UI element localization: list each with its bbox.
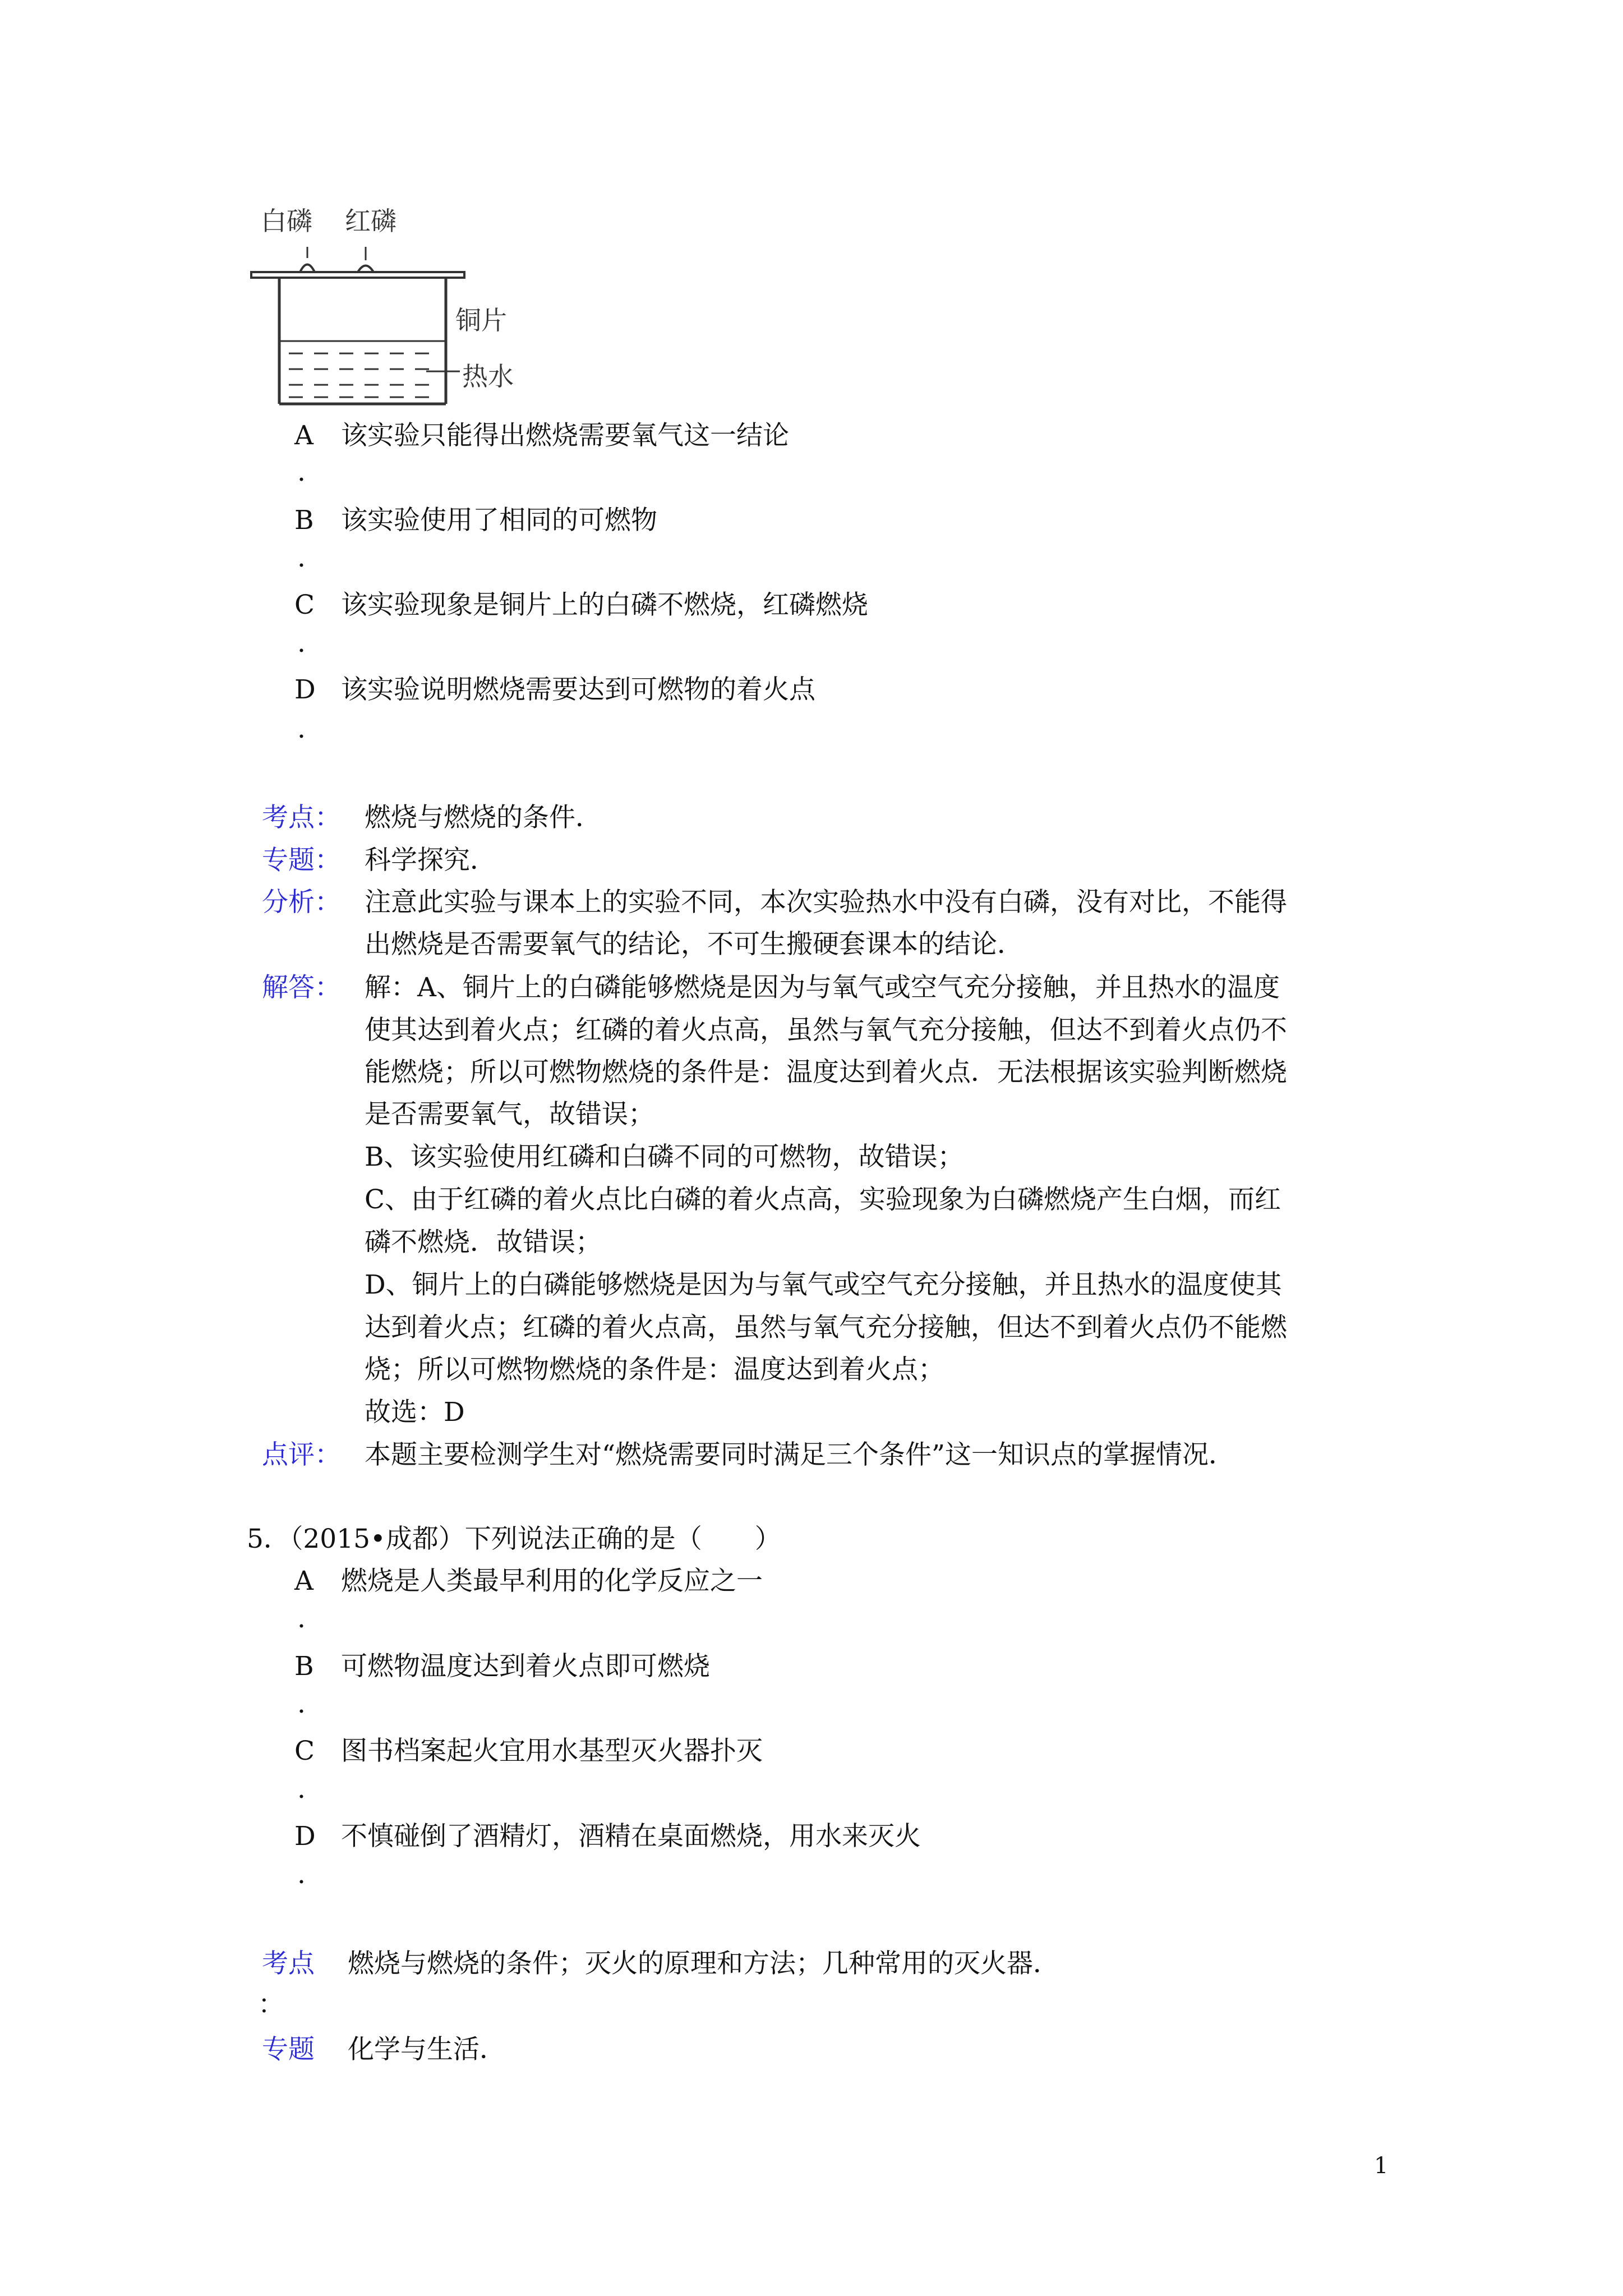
- option-text: 图书档案起火宜用水基型灭火器扑灭: [341, 1736, 763, 1766]
- jieda-line: 解：A、铜片上的白磷能够燃烧是因为与氧气或空气充分接触，并且热水的温度: [365, 972, 1280, 1003]
- kaodian-label: 考点：: [262, 802, 341, 833]
- option-letter: B: [294, 1651, 314, 1682]
- jieda-line: 使其达到着火点；红磷的着火点高，虽然与氧气充分接触，但达不到着火点仍不: [365, 1015, 1287, 1046]
- option-dot: .: [297, 1603, 306, 1634]
- label-copper-plate: 铜片: [455, 305, 507, 335]
- jieda-line: 磷不燃烧．故错误；: [365, 1227, 602, 1258]
- option-letter: A: [294, 420, 313, 451]
- jieda-line: B、该实验使用红磷和白磷不同的可燃物，故错误；: [365, 1142, 964, 1172]
- option-text: 不慎碰倒了酒精灯，酒精在桌面燃烧，用水来灭火: [341, 1821, 921, 1852]
- zhuanti-label: 专题：: [262, 845, 341, 876]
- dianping-label: 点评：: [262, 1439, 341, 1470]
- q5-zhuanti-label: 专题: [262, 2034, 315, 2065]
- kaodian-text: 燃烧与燃烧的条件．: [365, 802, 602, 833]
- option-dot: .: [297, 457, 306, 487]
- jieda-line: 达到着火点；红磷的着火点高，虽然与氧气充分接触，但达不到着火点仍不能燃: [365, 1312, 1287, 1343]
- option-letter: A: [294, 1566, 313, 1596]
- option-text: 可燃物温度达到着火点即可燃烧: [341, 1651, 710, 1682]
- fenxi-line: 注意此实验与课本上的实验不同，本次实验热水中没有白磷，没有对比，不能得: [365, 887, 1287, 918]
- experiment-figure: [236, 191, 550, 415]
- q5-kaodian-colon: ：: [258, 1989, 284, 2020]
- label-red-phosphorus: 红磷: [345, 206, 396, 236]
- jieda-line: D、铜片上的白磷能够燃烧是因为与氧气或空气充分接触，并且热水的温度使其: [365, 1269, 1282, 1300]
- option-text: 燃烧是人类最早利用的化学反应之一: [341, 1566, 763, 1596]
- option-letter: D: [294, 1821, 316, 1852]
- water-dashes: [289, 353, 429, 397]
- q5-kaodian-label: 考点: [262, 1948, 315, 1979]
- option-text: 该实验只能得出燃烧需要氧气这一结论: [341, 420, 789, 451]
- option-dot: .: [297, 1774, 306, 1805]
- label-white-phosphorus: 白磷: [261, 206, 312, 236]
- option-dot: .: [297, 1688, 306, 1719]
- page-number: 1: [1374, 2153, 1389, 2179]
- option-dot: .: [297, 714, 306, 744]
- zhuanti-text: 科学探究．: [365, 845, 496, 876]
- q5-stem: 5．（2015•成都）下列说法正确的是（ ）: [247, 1524, 781, 1554]
- option-letter: B: [294, 505, 314, 536]
- option-letter: C: [294, 590, 315, 620]
- option-text: 该实验使用了相同的可燃物: [341, 505, 657, 536]
- q5-kaodian-text: 燃烧与燃烧的条件；灭火的原理和方法；几种常用的灭火器．: [348, 1948, 1059, 1979]
- jieda-line: 故选：D: [365, 1397, 465, 1428]
- option-letter: C: [294, 1736, 315, 1766]
- jieda-line: 是否需要氧气，故错误；: [365, 1099, 654, 1130]
- q5-zhuanti-text: 化学与生活．: [348, 2034, 506, 2065]
- option-letter: D: [294, 674, 316, 705]
- jieda-label: 解答：: [262, 972, 341, 1003]
- dianping-text: 本题主要检测学生对“燃烧需要同时满足三个条件”这一知识点的掌握情况．: [365, 1439, 1235, 1470]
- jieda-line: 烧；所以可燃物燃烧的条件是：温度达到着火点；: [365, 1354, 944, 1385]
- option-dot: .: [297, 542, 306, 573]
- jieda-line: C、由于红磷的着火点比白磷的着火点高，实验现象为白磷燃烧产生白烟，而红: [365, 1184, 1281, 1215]
- fenxi-line: 出燃烧是否需要氧气的结论，不可生搬硬套课本的结论．: [365, 929, 1023, 960]
- fenxi-label: 分析：: [262, 887, 341, 918]
- label-hot-water: 热水: [462, 361, 514, 392]
- red-phosphorus-shape: [358, 266, 374, 273]
- jieda-line: 能燃烧；所以可燃物燃烧的条件是：温度达到着火点．无法根据该实验判断燃烧: [365, 1057, 1287, 1088]
- white-phosphorus-shape: [300, 265, 315, 273]
- option-dot: .: [297, 628, 306, 659]
- option-dot: .: [297, 1859, 306, 1890]
- option-text: 该实验现象是铜片上的白磷不燃烧，红磷燃烧: [341, 590, 868, 620]
- option-text: 该实验说明燃烧需要达到可燃物的着火点: [341, 674, 815, 705]
